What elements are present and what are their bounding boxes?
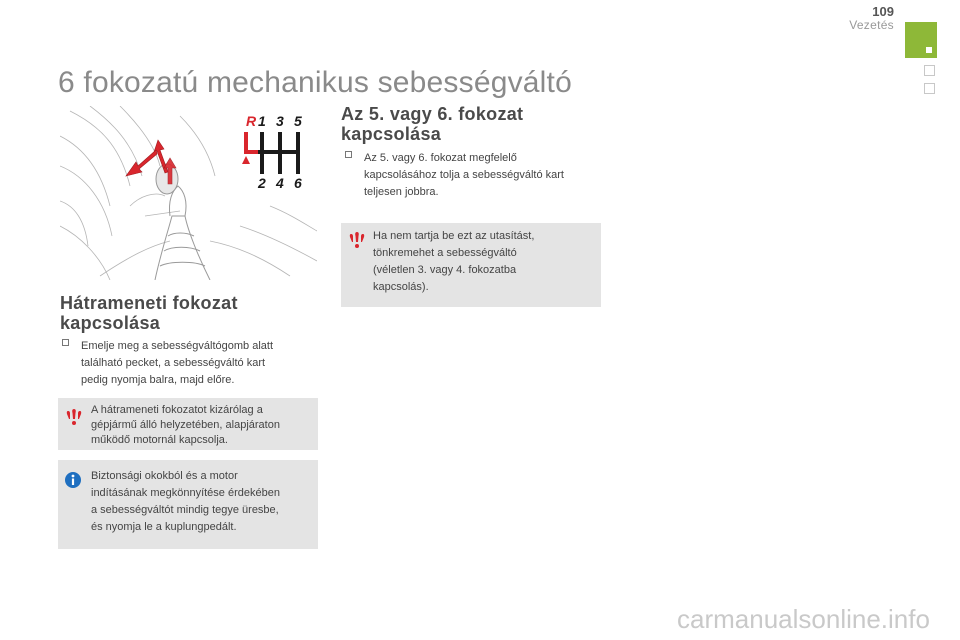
warning-note	[341, 223, 601, 307]
text-line: Az 5. vagy 6. fokozat megfelelő	[364, 152, 517, 164]
text-line: pedig nyomja balra, majd előre.	[81, 374, 235, 386]
warning-exclamation-icon	[348, 231, 366, 249]
section-tab-active	[905, 22, 937, 58]
text-line: tönkremehet a sebességváltó	[373, 247, 517, 259]
info-icon	[64, 471, 82, 489]
page-number: 109	[872, 4, 894, 19]
movement-arrow-icon	[126, 140, 176, 184]
reverse-gear-heading	[60, 293, 238, 333]
section-tab-box	[924, 83, 935, 94]
page-title: 6 fokozatú mechanikus sebességváltó	[58, 66, 572, 99]
tab-dot	[926, 47, 932, 53]
section-tab-box	[924, 65, 935, 76]
gear-label-2: 2	[258, 175, 266, 191]
heading-line: kapcsolása	[341, 124, 442, 144]
heading-line: Az 5. vagy 6. fokozat	[341, 104, 524, 124]
text-line: teljesen jobbra.	[364, 186, 439, 198]
gear-label-5: 5	[294, 113, 302, 129]
gearshift-illustration	[60, 106, 317, 280]
instruction-bullet	[345, 150, 600, 202]
checkbox-bullet-icon	[62, 339, 69, 346]
watermark: carmanualsonline.info	[677, 604, 930, 634]
text-line: gépjármű álló helyzetében, alapjáraton	[91, 419, 280, 431]
text-line: (véletlen 3. vagy 4. fokozatba	[373, 264, 517, 276]
text-line: A hátrameneti fokozatot kizárólag a	[91, 404, 263, 416]
text-line: Ha nem tartja be ezt az utasítást,	[373, 230, 535, 242]
info-note	[58, 460, 318, 549]
text-line: és nyomja le a kuplungpedált.	[91, 521, 237, 533]
gear-5-6-heading	[341, 104, 523, 144]
gear-label-1: 1	[258, 113, 266, 129]
instruction-bullet	[62, 338, 312, 390]
gear-label-4: 4	[276, 175, 284, 191]
gear-label-3: 3	[276, 113, 284, 129]
checkbox-bullet-icon	[345, 151, 352, 158]
section-name: Vezetés	[849, 18, 894, 32]
heading-line: Hátrameneti fokozat	[60, 293, 238, 313]
gear-label-6: 6	[294, 175, 302, 191]
text-line: indításának megkönnyítése érdekében	[91, 487, 280, 499]
text-line: a sebességváltót mindig tegye üresbe,	[91, 504, 279, 516]
text-line: kapcsolásához tolja a sebességváltó kart	[364, 169, 564, 181]
text-line: működő motornál kapcsolja.	[91, 434, 228, 446]
text-line: Biztonsági okokból és a motor	[91, 470, 238, 482]
heading-line: kapcsolása	[60, 313, 161, 333]
warning-exclamation-icon	[65, 408, 83, 426]
text-line: található pecket, a sebességváltó kart	[81, 357, 266, 369]
gear-pattern-diagram	[242, 113, 302, 191]
warning-note	[58, 398, 318, 450]
gear-label-reverse: R	[246, 113, 257, 129]
text-line: Emelje meg a sebességváltógomb alatt	[81, 340, 273, 352]
text-line: kapcsolás).	[373, 281, 429, 293]
